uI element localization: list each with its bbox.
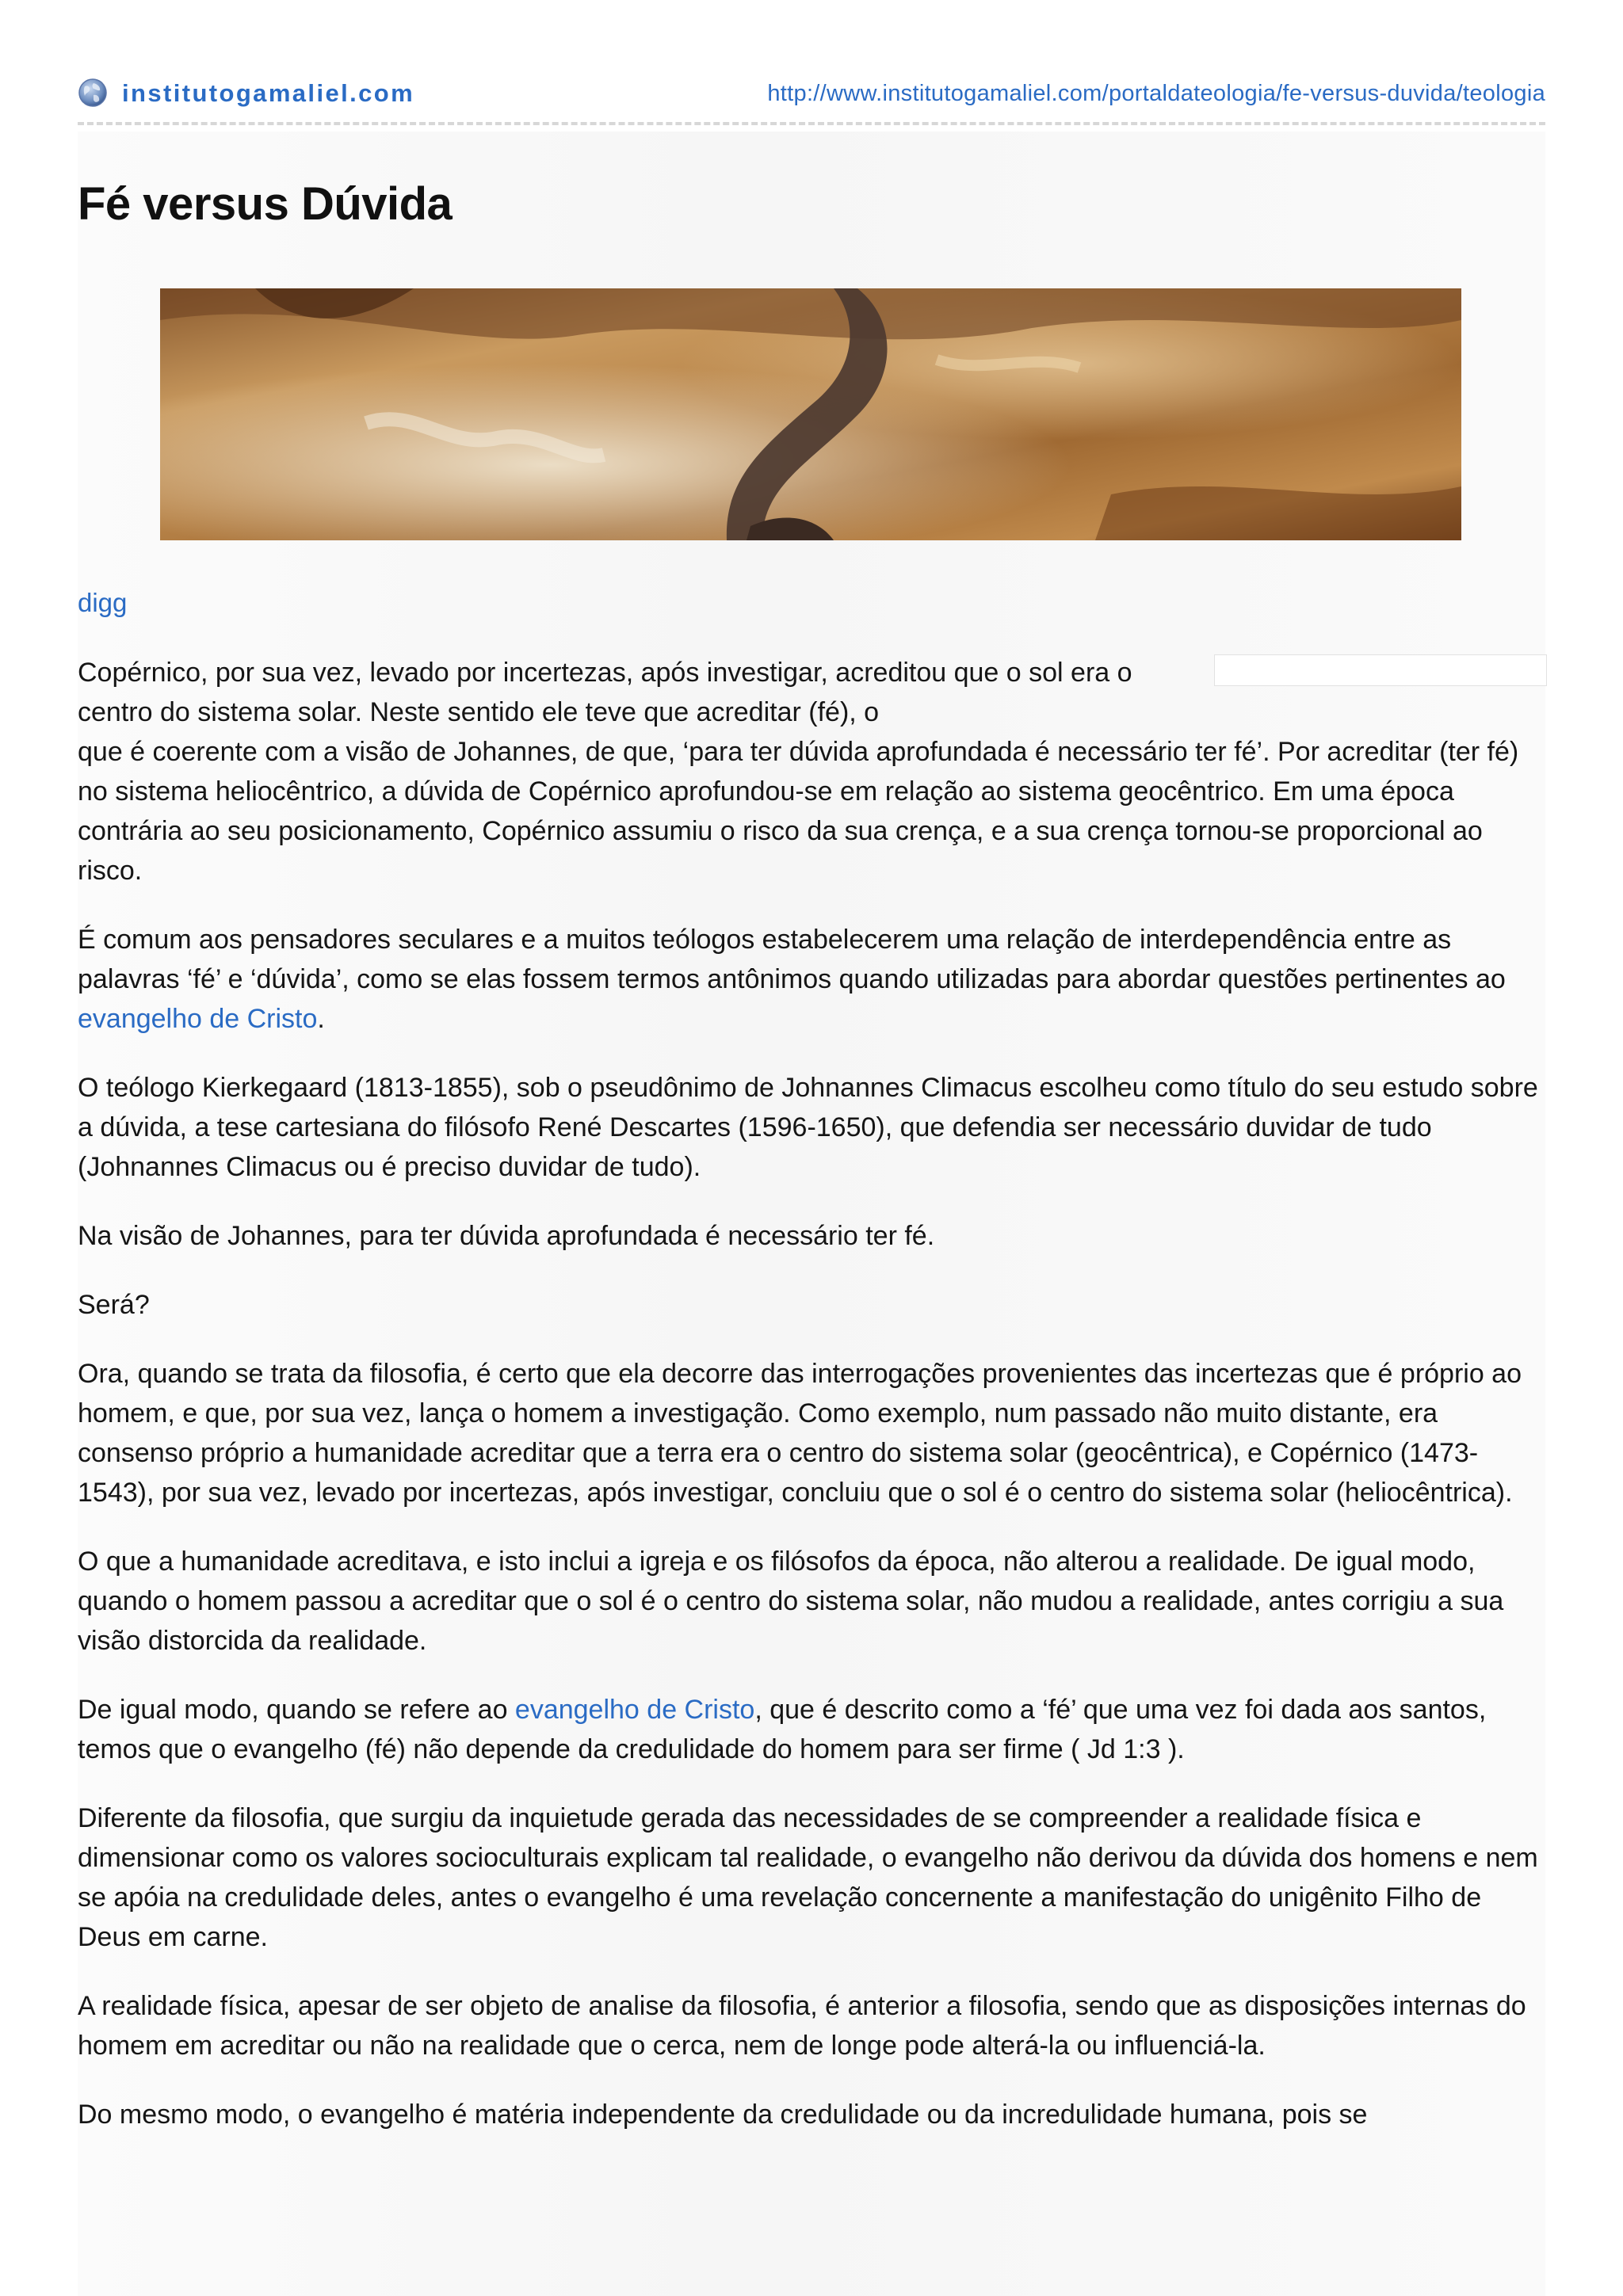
header-divider (78, 122, 1545, 125)
page-url-link[interactable]: http://www.institutogamaliel.com/portaldateologia/fe-versus-duvida/teologia (767, 81, 1545, 106)
paragraph-text: Copérnico, por sua vez, levado por incertezas, após investigar, acreditou que o sol era o centro do sistema solar. Neste sentido ele teve que acreditar (fé), o (78, 658, 1132, 727)
paragraph-text: De igual modo, quando se refere ao (78, 1695, 515, 1725)
evangelho-link[interactable]: evangelho de Cristo (78, 1004, 318, 1034)
article-body (78, 653, 1545, 2164)
paragraph: O que a humanidade acreditava, e isto inclui a igreja e os filósofos da época, não alterou a realidade. De igual modo, quando o homem passou a acreditar que o sol é o centro do sistema solar, não mudou a realidade, antes corrigiu a sua visão distorcida da realidade. (78, 1547, 1504, 1656)
page-title: Fé versus Dúvida (78, 178, 453, 230)
paragraph: Será? (78, 1290, 150, 1320)
page-header (78, 76, 1545, 114)
paragraph (78, 1690, 1545, 1769)
paragraph-text: , que é descrito como a ‘fé’ que uma vez foi dada aos santos, temos que o evangelho (fé) não depende da credulidade do homem para ser firme ( Jd 1:3 ). (78, 1695, 1487, 1764)
paragraph-text: É comum aos pensadores seculares e a muitos teólogos estabelecerem uma relação de interdependência entre as palavras ‘fé’ e ‘dúvida’, como se elas fossem termos antônimos quando utilizadas para abordar questões pertinentes ao (78, 925, 1506, 994)
paragraph (78, 920, 1545, 1039)
paragraph: Diferente da filosofia, que surgiu da inquietude gerada das necessidades de se compreender a realidade física e dimensionar como os valores socioculturais explicam tal realidade, o evangelho não derivou da dúvida dos homens e nem se apóia na credulidade deles, antes o evangelho é uma revelação concernente a manifestação do unigênito Filho de Deus em carne. (78, 1803, 1538, 1952)
hero-image (160, 288, 1461, 540)
digg-link[interactable]: digg (78, 588, 128, 617)
paragraph-text: que é coerente com a visão de Johannes, de que, ‘para ter dúvida aprofundada é necessário ter fé’. Por acreditar (ter fé) no sistema heliocêntrico, a dúvida de Copérnico aprofundou-se em relação ao sistema geocêntrico. Em uma época contrária ao seu posicionamento, Copérnico assumiu o risco da sua crença, e a sua crença tornou-se proporcional ao risco. (78, 737, 1519, 886)
paragraph: Do mesmo modo, o evangelho é matéria independente da credulidade ou da incredulidade humana, pois se (78, 2100, 1368, 2130)
paragraph: Ora, quando se trata da filosofia, é certo que ela decorre das interrogações provenientes das incertezas que é próprio ao homem, e que, por sua vez, lança o homem a investigação. Como exemplo, num passado não muito distante, era consenso próprio a humanidade acreditar que a terra era o centro do sistema solar (geocêntrica), e Copérnico (1473-1543), por sua vez, levado por incertezas, após investigar, concluiu que o sol é o centro do sistema solar (heliocêntrica). (78, 1359, 1522, 1508)
paragraph: Na visão de Johannes, para ter dúvida aprofundada é necessário ter fé. (78, 1221, 935, 1251)
site-name-link[interactable]: institutogamaliel.com (122, 79, 415, 107)
evangelho-link[interactable]: evangelho de Cristo (514, 1695, 755, 1725)
paragraph: A realidade física, apesar de ser objeto de analise da filosofia, é anterior a filosofia, sendo que as disposições internas do homem em acreditar ou não na realidade que o cerca, nem de longe pode alterá-la ou influenciá-la. (78, 1991, 1526, 2061)
paragraph-text: . (317, 1004, 325, 1034)
paragraph: O teólogo Kierkegaard (1813-1855), sob o pseudônimo de Johnannes Climacus escolheu como título do seu estudo sobre a dúvida, a tese cartesiana do filósofo René Descartes (1596-1650), que defendia ser necessário duvidar de tudo (Johnannes Climacus ou é preciso duvidar de tudo). (78, 1073, 1538, 1182)
globe-icon (78, 78, 108, 108)
paragraph (78, 653, 1545, 891)
